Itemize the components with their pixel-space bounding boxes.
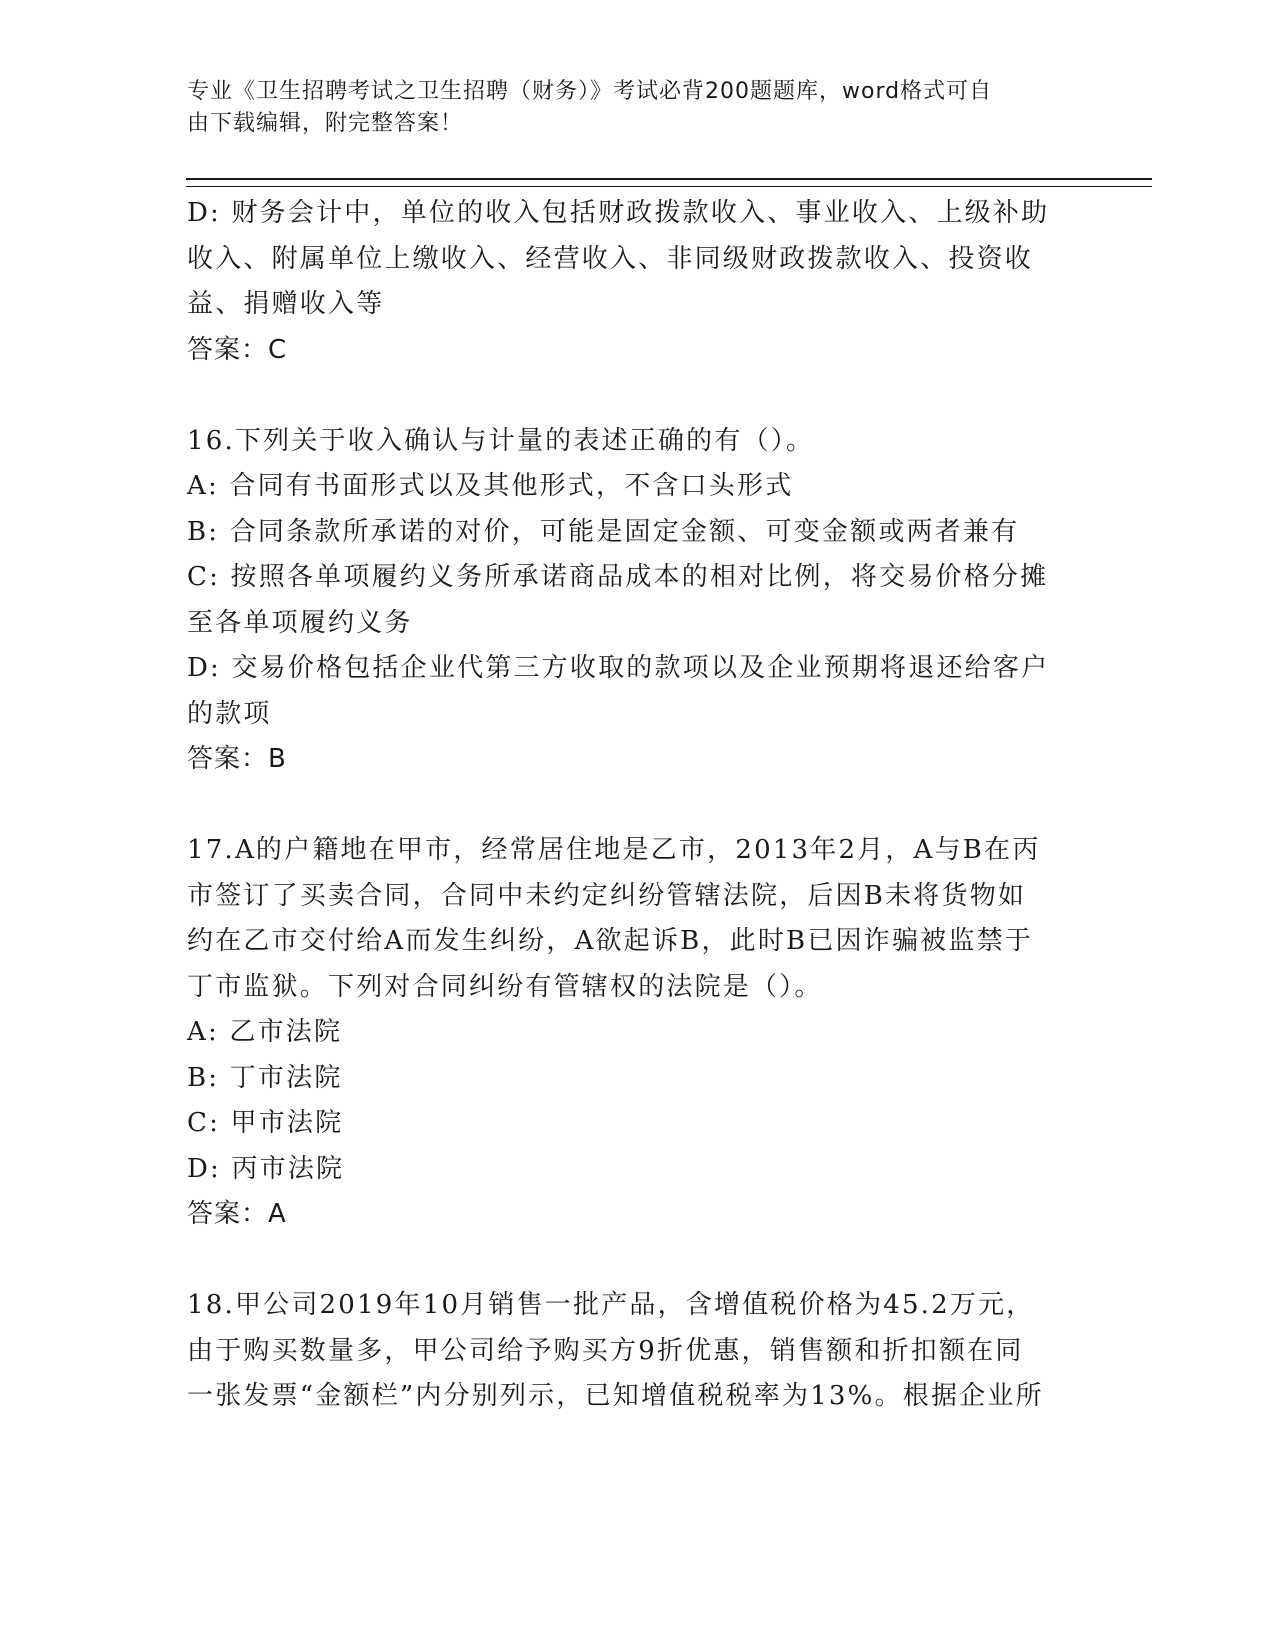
- option-d-line-2: 收入、附属单位上缴收入、经营收入、非同级财政拨款收入、投资收: [187, 243, 1034, 274]
- option-d-line-3: 益、捐赠收入等: [187, 289, 385, 319]
- question-18: [187, 1283, 1087, 1420]
- spacer: [187, 783, 1087, 829]
- question-17: [187, 828, 1087, 1238]
- option-b: B: 丁市法院: [187, 1062, 343, 1093]
- option-a: A: 合同有书面形式以及其他形式，不含口头形式: [187, 471, 794, 501]
- question-stem-line-3: 约在乙市交付给A而发生纠纷，A欲起诉B，此时B已因诈骗被监禁于: [187, 926, 1033, 956]
- spacer: [187, 1238, 1087, 1284]
- option-d-line-2: 的款项: [187, 698, 272, 729]
- question-stem-line-2: 市签订了买卖合同，合同中未约定纠纷管辖法院，后因B未将货物如: [187, 880, 1027, 911]
- option-d: D: 丙市法院: [187, 1153, 345, 1184]
- option-b: B: 合同条款所承诺的对价，可能是固定金额、可变金额或两者兼有: [187, 516, 1020, 547]
- header-divider: [186, 178, 1152, 187]
- option-c-line-1: C: 按照各单项履约义务所承诺商品成本的相对比例，将交易价格分摊: [187, 562, 1049, 592]
- option-d-line-1: D: 交易价格包括企业代第三方收取的款项以及企业预期将退还给客户: [187, 653, 1050, 683]
- question-stem-line-3: 一张发票“金额栏”内分别列示，已知增值税税率为13%。根据企业所: [187, 1381, 1044, 1411]
- document-body: [187, 191, 1087, 1420]
- document-header: [187, 76, 1057, 140]
- answer-line: 答案：A: [187, 1199, 287, 1229]
- question-stem: 16.下列关于收入确认与计量的表述正确的有（）。: [187, 425, 815, 456]
- question-stem-line-4: 丁市监狱。下列对合同纠纷有管辖权的法院是（）。: [187, 971, 823, 1002]
- header-line-2: 由下载编辑，附完整答案！: [187, 111, 464, 136]
- option-d-line-1: D: 财务会计中，单位的收入包括财政拨款收入、事业收入、上级补助: [187, 198, 1050, 228]
- option-c-line-2: 至各单项履约义务: [187, 607, 413, 638]
- option-a: A: 乙市法院: [187, 1017, 343, 1047]
- spacer: [187, 373, 1087, 419]
- question-stem-line-1: 18.甲公司2019年10月销售一批产品，含增值税价格为45.2万元，: [187, 1290, 1035, 1320]
- header-line-1: 专业《卫生招聘考试之卫生招聘（财务）》考试必背200题题库，word格式可自: [187, 79, 993, 104]
- answer-line: 答案：C: [187, 334, 288, 365]
- question-15-tail: [187, 191, 1087, 373]
- question-16: [187, 419, 1087, 783]
- answer-line: 答案：B: [187, 744, 287, 774]
- question-stem-line-2: 由于购买数量多，甲公司给予购买方9折优惠，销售额和折扣额在同: [187, 1335, 1024, 1366]
- question-stem-line-1: 17.A的户籍地在甲市，经常居住地是乙市，2013年2月，A与B在丙: [187, 835, 1041, 865]
- option-c: C: 甲市法院: [187, 1108, 344, 1138]
